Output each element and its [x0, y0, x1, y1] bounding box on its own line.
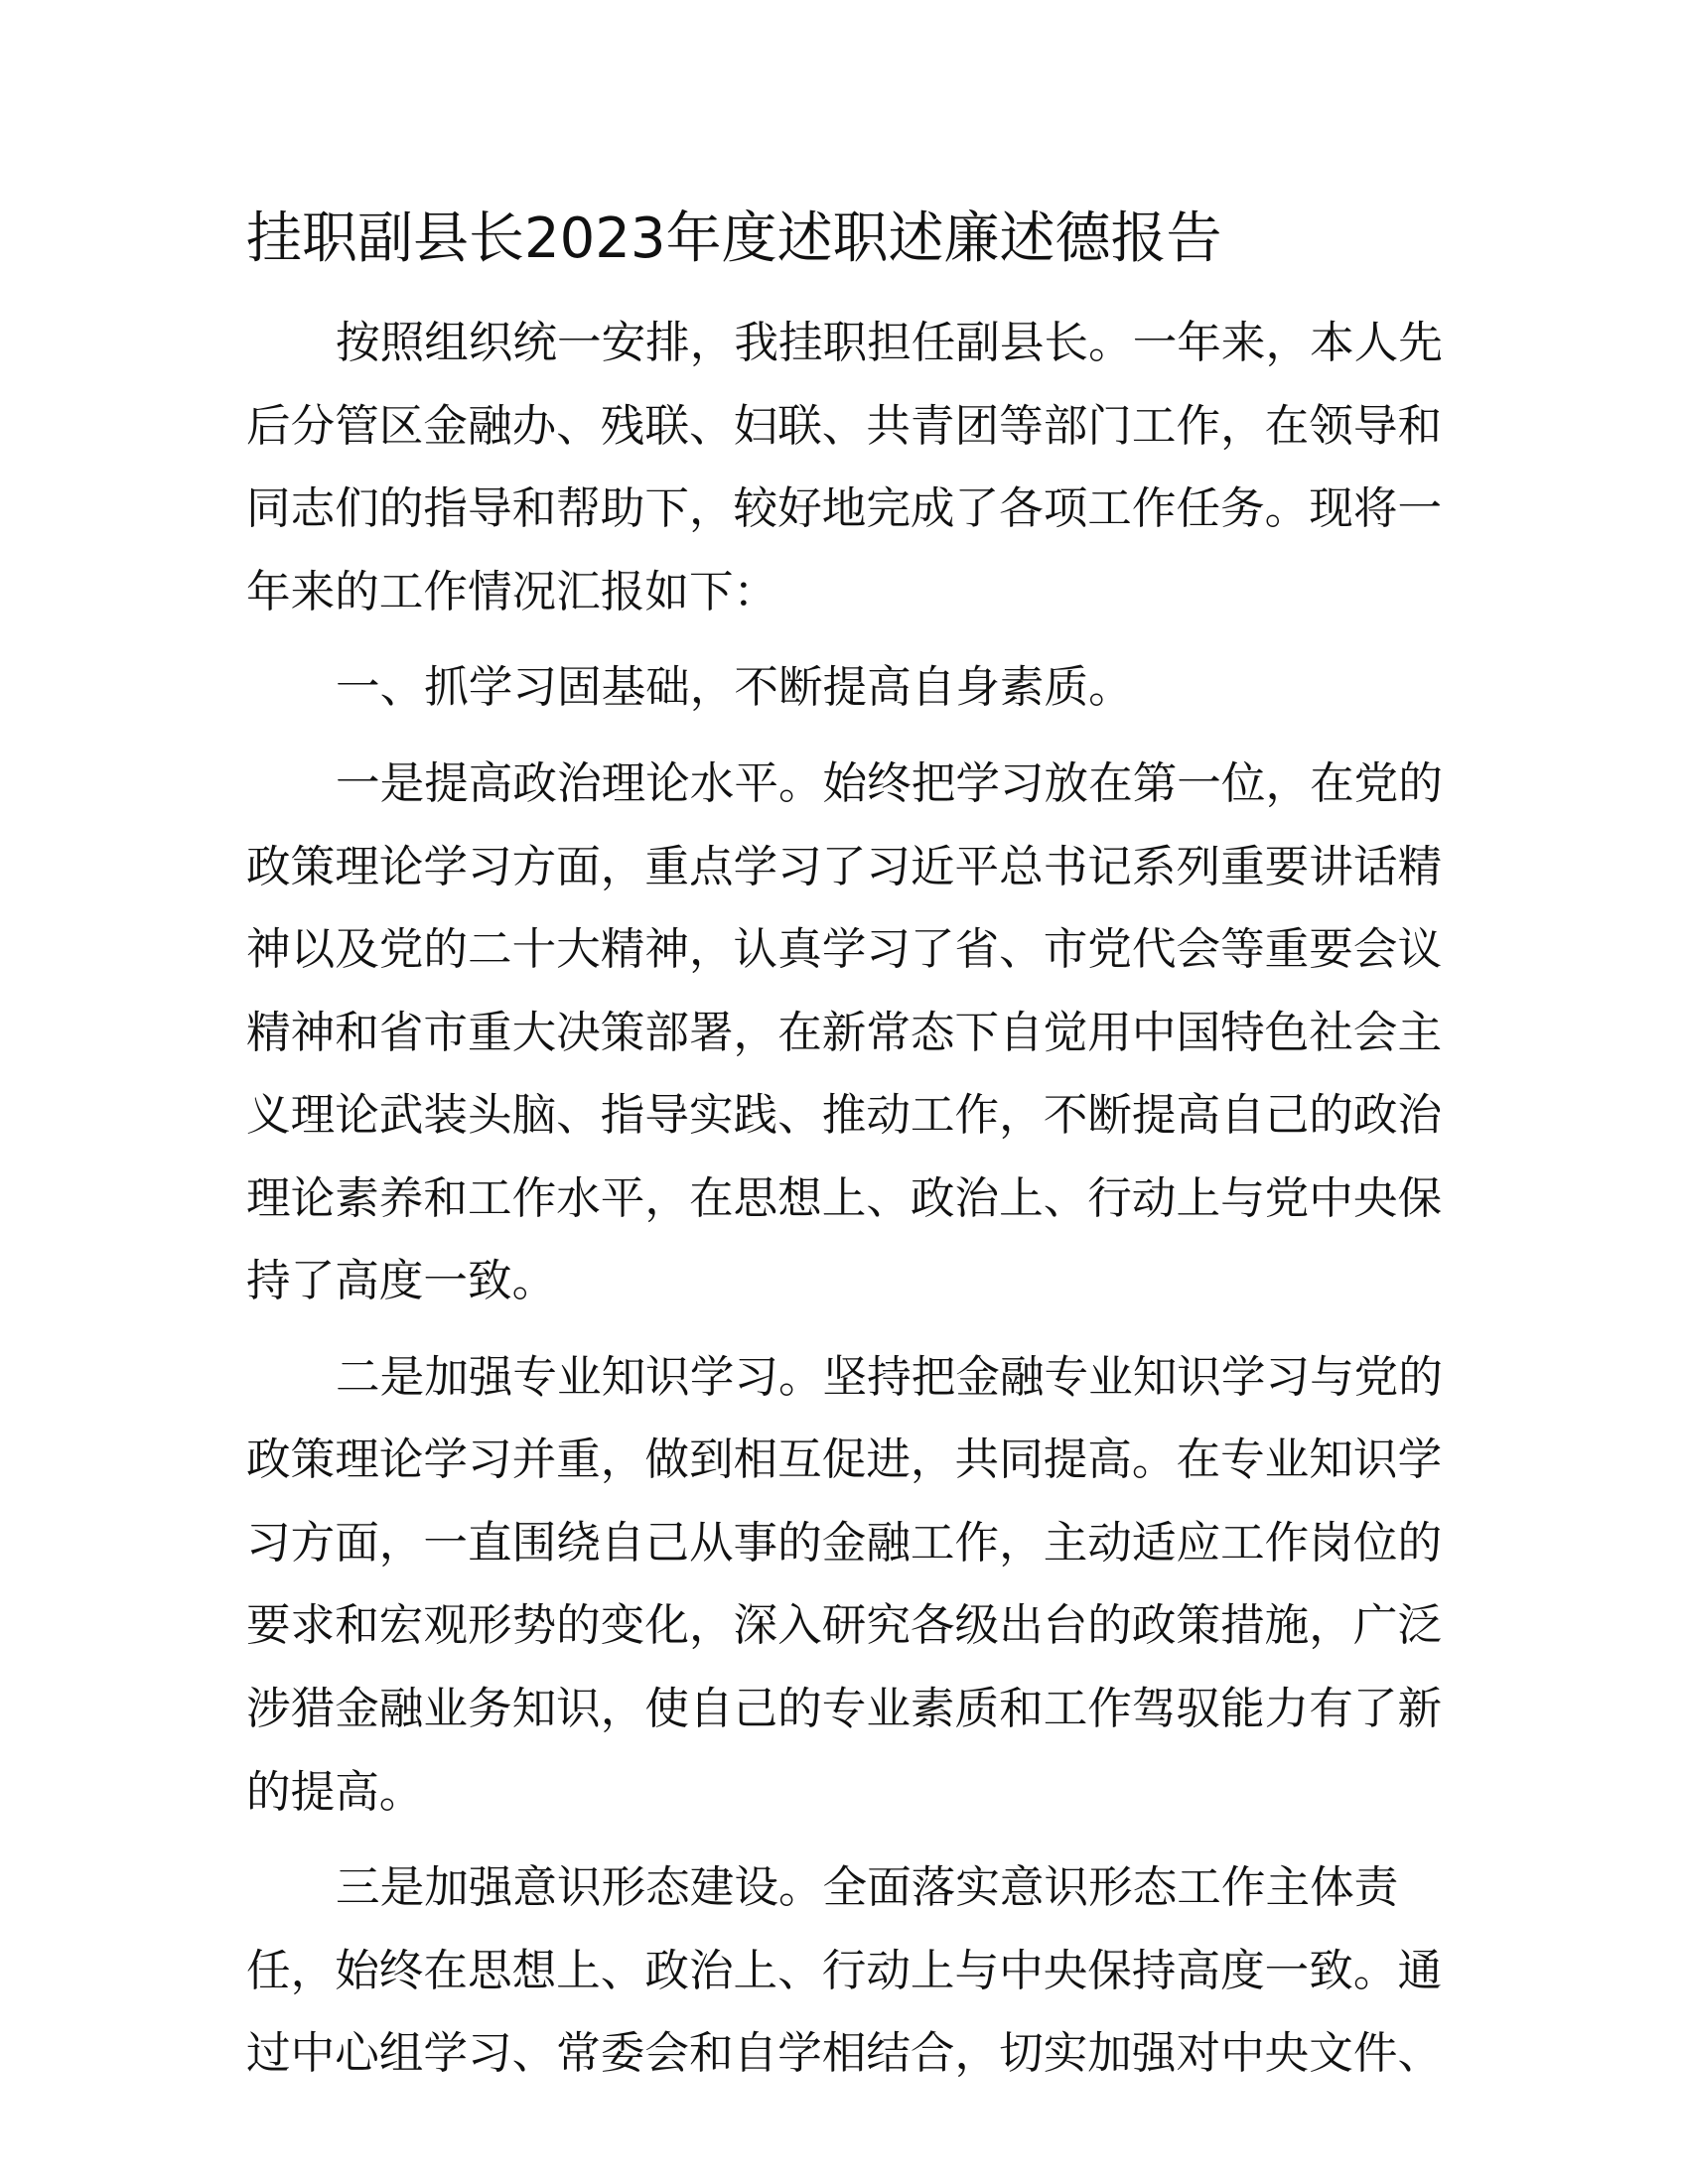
paragraph-1-line-2: 后分管区金融办、残联、妇联、共青团等部门工作，在领导和 [246, 400, 1443, 452]
paragraph-3-line-6: 的提高。 [246, 1766, 424, 1818]
paragraph-3-line-5: 涉猎金融业务知识，使自己的专业素质和工作驾驭能力有了新 [246, 1683, 1443, 1734]
paragraph-3-line-3: 习方面，一直围绕自己从事的金融工作，主动适应工作岗位的 [246, 1517, 1443, 1569]
paragraph-2-line-3: 神以及党的二十大精神，认真学习了省、市党代会等重要会议 [246, 923, 1443, 975]
paragraph-4-line-3: 过中心组学习、常委会和自学相结合，切实加强对中央文件、 [246, 2027, 1443, 2079]
paragraph-4-line-2: 任，始终在思想上、政治上、行动上与中央保持高度一致。通 [246, 1945, 1443, 1996]
paragraph-2-line-5: 义理论武装头脑、指导实践、推动工作，不断提高自己的政治 [246, 1089, 1443, 1141]
paragraph-2-line-2: 政策理论学习方面，重点学习了习近平总书记系列重要讲话精 [246, 841, 1443, 892]
paragraph-3-line-2: 政策理论学习并重，做到相互促进，共同提高。在专业知识学 [246, 1433, 1443, 1485]
paragraph-2-line-4: 精神和省市重大决策部署，在新常态下自觉用中国特色社会主 [246, 1007, 1443, 1058]
paragraph-2-line-1: 一是提高政治理论水平。始终把学习放在第一位，在党的 [336, 757, 1443, 809]
paragraph-2-line-6: 理论素养和工作水平，在思想上、政治上、行动上与党中央保 [246, 1172, 1443, 1224]
paragraph-4-line-1: 三是加强意识形态建设。全面落实意识形态工作主体责 [336, 1861, 1399, 1913]
paragraph-1-line-4: 年来的工作情况汇报如下： [246, 566, 778, 617]
section-heading-1: 一、抓学习固基础，不断提高自身素质。 [336, 661, 1133, 713]
paragraph-1-line-1: 按照组织统一安排，我挂职担任副县长。一年来，本人先 [336, 317, 1443, 368]
paragraph-3-line-1: 二是加强专业知识学习。坚持把金融专业知识学习与党的 [336, 1351, 1443, 1403]
paragraph-1-line-3: 同志们的指导和帮助下，较好地完成了各项工作任务。现将一 [246, 482, 1443, 534]
document-title: 挂职副县长2023年度述职述廉述德报告 [246, 206, 1222, 271]
paragraph-3-line-4: 要求和宏观形势的变化，深入研究各级出台的政策措施，广泛 [246, 1599, 1443, 1651]
paragraph-2-line-7: 持了高度一致。 [246, 1255, 557, 1306]
